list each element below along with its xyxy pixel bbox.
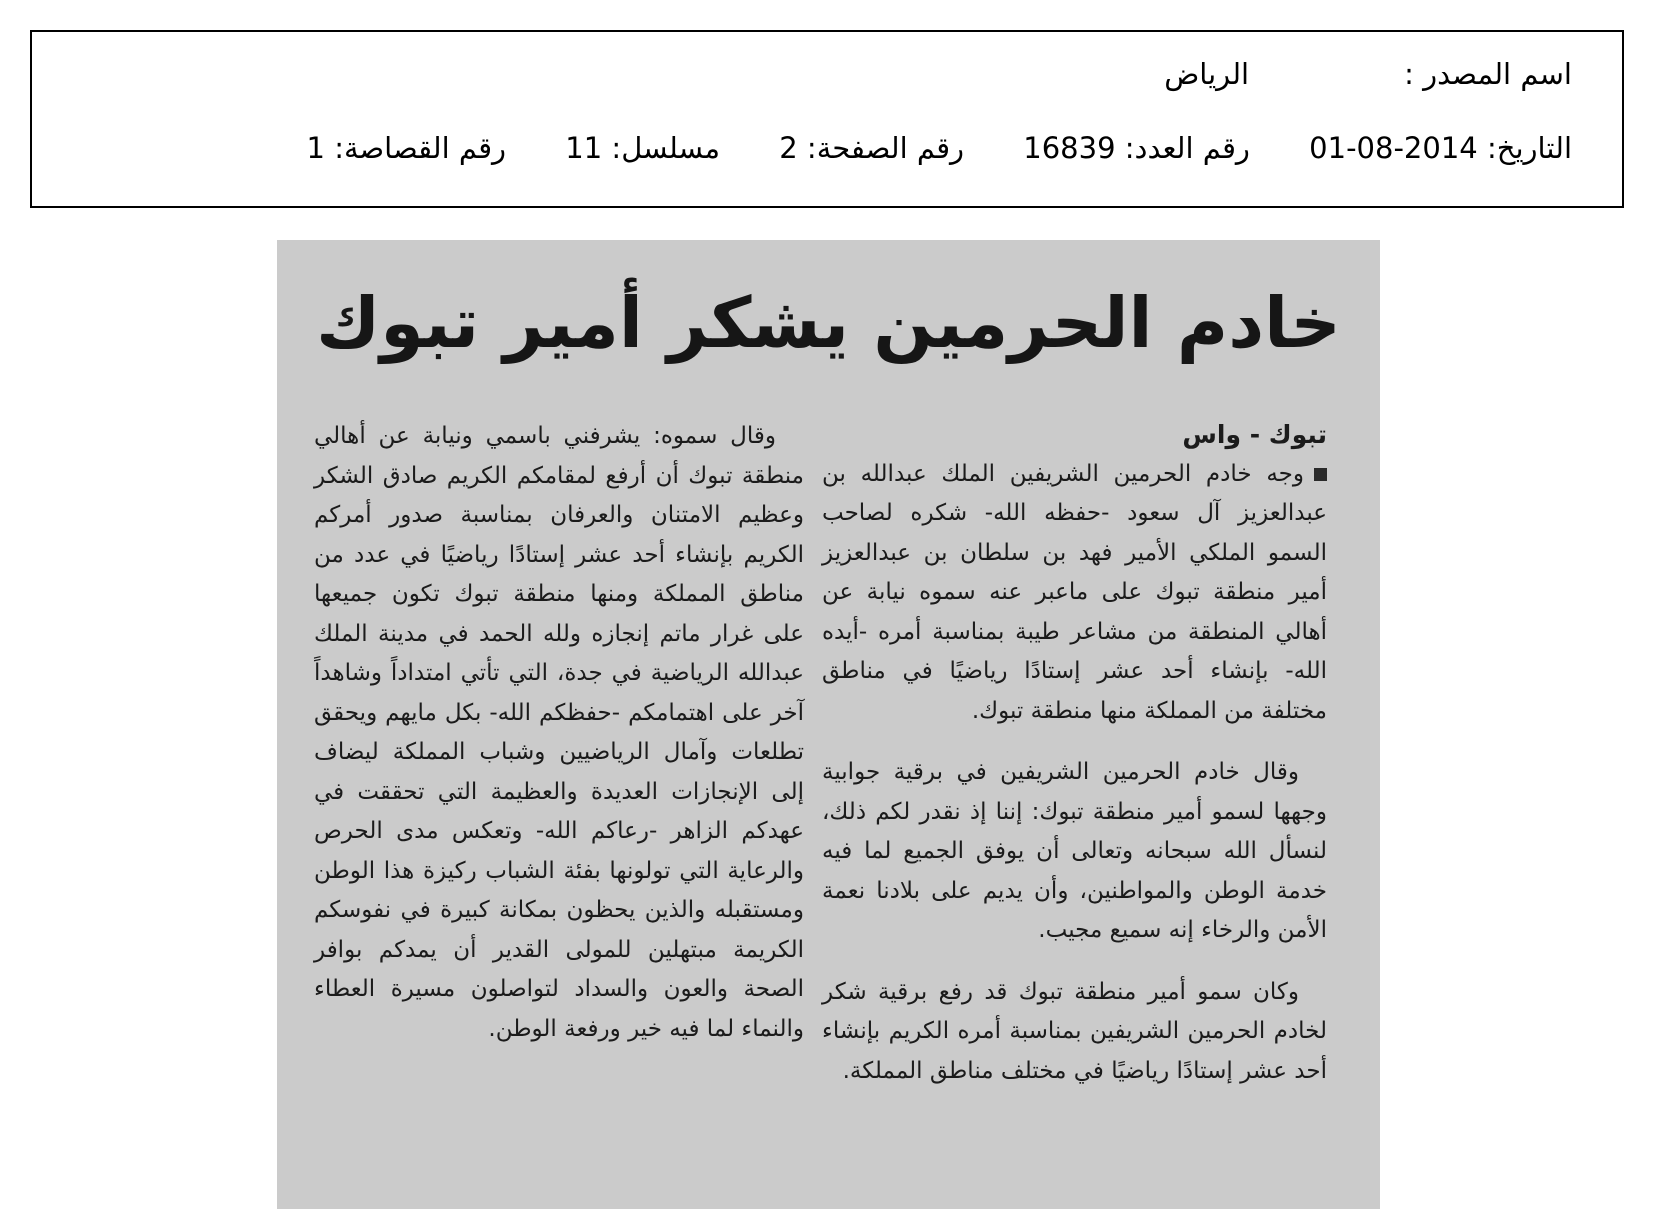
paragraph-text: وجه خادم الحرمين الشريفين الملك عبدالله بن عبدالعزيز آل سعود -حفظه الله- شكره لصاحب السمو الملكي الأمير فهد بن سلطان بن عبدالعزيز أمير منطقة تبوك على ماعبر عنه سموه نيابة عن أهالي المنطقة من مشاعر طيبة بمناسبة أمره -أيده الله- بإنشاء أحد عشر إستادًا رياضيًا في مناطق مختلفة من المملكة منها منطقة تبوك. (822, 460, 1327, 724)
source-value: الرياض (1164, 57, 1250, 91)
article-paragraph: وقال خادم الحرمين الشريفين في برقية جوابية وجهها لسمو أمير منطقة تبوك: إننا إذ نقدر لكم ذلك، لنسأل الله سبحانه وتعالى أن يوفق الجميع لما فيه خدمة الوطن والمواطنين، وأن يديم على بلادنا نعمة الأمن والرخاء إنه سميع مجيب. (822, 759, 1327, 943)
page-value: 2 (779, 131, 798, 165)
details-line (307, 128, 1572, 168)
article-dateline: تبوك - واس (1182, 420, 1327, 449)
date-label: التاريخ: (1486, 131, 1572, 165)
serial-label: مسلسل: (611, 131, 721, 165)
serial-field (565, 128, 720, 168)
bullet-square-icon (1314, 468, 1327, 481)
page-label: رقم الصفحة: (806, 131, 965, 165)
article-column-right (822, 415, 1327, 1091)
issue-value: 16839 (1023, 131, 1116, 165)
article-paragraph: وكان سمو أمير منطقة تبوك قد رفع برقية شكر لخادم الحرمين الشريفين بمناسبة أمره الكريم بإنشاء أحد عشر إستادًا رياضيًا في مختلف مناطق المملكة. (822, 978, 1327, 1084)
article-headline: خادم الحرمين يشكر أمير تبوك (316, 282, 1341, 364)
clip-value: 1 (306, 131, 325, 165)
date-field (1309, 128, 1572, 168)
article-column-left (314, 417, 804, 1049)
clip-label: رقم القصاصة: (334, 131, 507, 165)
article-paragraph (822, 455, 1327, 732)
page-field (779, 128, 964, 168)
metadata-header (30, 30, 1624, 208)
issue-label: رقم العدد: (1124, 131, 1250, 165)
source-line (1164, 54, 1572, 94)
newspaper-clipping (277, 240, 1380, 1209)
source-label: اسم المصدر : (1404, 57, 1572, 91)
clip-field (307, 128, 507, 168)
serial-value: 11 (565, 131, 603, 165)
article-paragraph: وقال سموه: يشرفني باسمي ونيابة عن أهالي منطقة تبوك أن أرفع لمقامكم الكريم صادق الشكر وعظيم الامتنان والعرفان بمناسبة صدور أمركم الكريم بإنشاء أحد عشر إستادًا رياضيًا في عدد من مناطق المملكة ومنها منطقة تبوك تكون جميعها على غرار ماتم إنجازه ولله الحمد في مدينة الملك عبدالله الرياضية في جدة، التي تأتي امتداداً وشاهداً آخر على اهتمامكم -حفظكم الله- بكل مايهم ويحقق تطلعات وآمال الرياضيين وشباب المملكة ليضاف إلى الإنجازات العديدة والعظيمة التي تحققت في عهدكم الزاهر -رعاكم الله- وتعكس مدى الحرص والرعاية التي تولونها بفئة الشباب ركيزة هذا الوطن ومستقبله والذين يحظون بمكانة كبيرة في نفوسكم الكريمة مبتهلين للمولى القدير أن يمدكم بوافر الصحة والعون والسداد لتواصلون مسيرة العطاء والنماء لما فيه خير ورفعة الوطن. (314, 423, 804, 1042)
date-value: 2014-08-01 (1309, 131, 1478, 165)
issue-field (1023, 128, 1250, 168)
